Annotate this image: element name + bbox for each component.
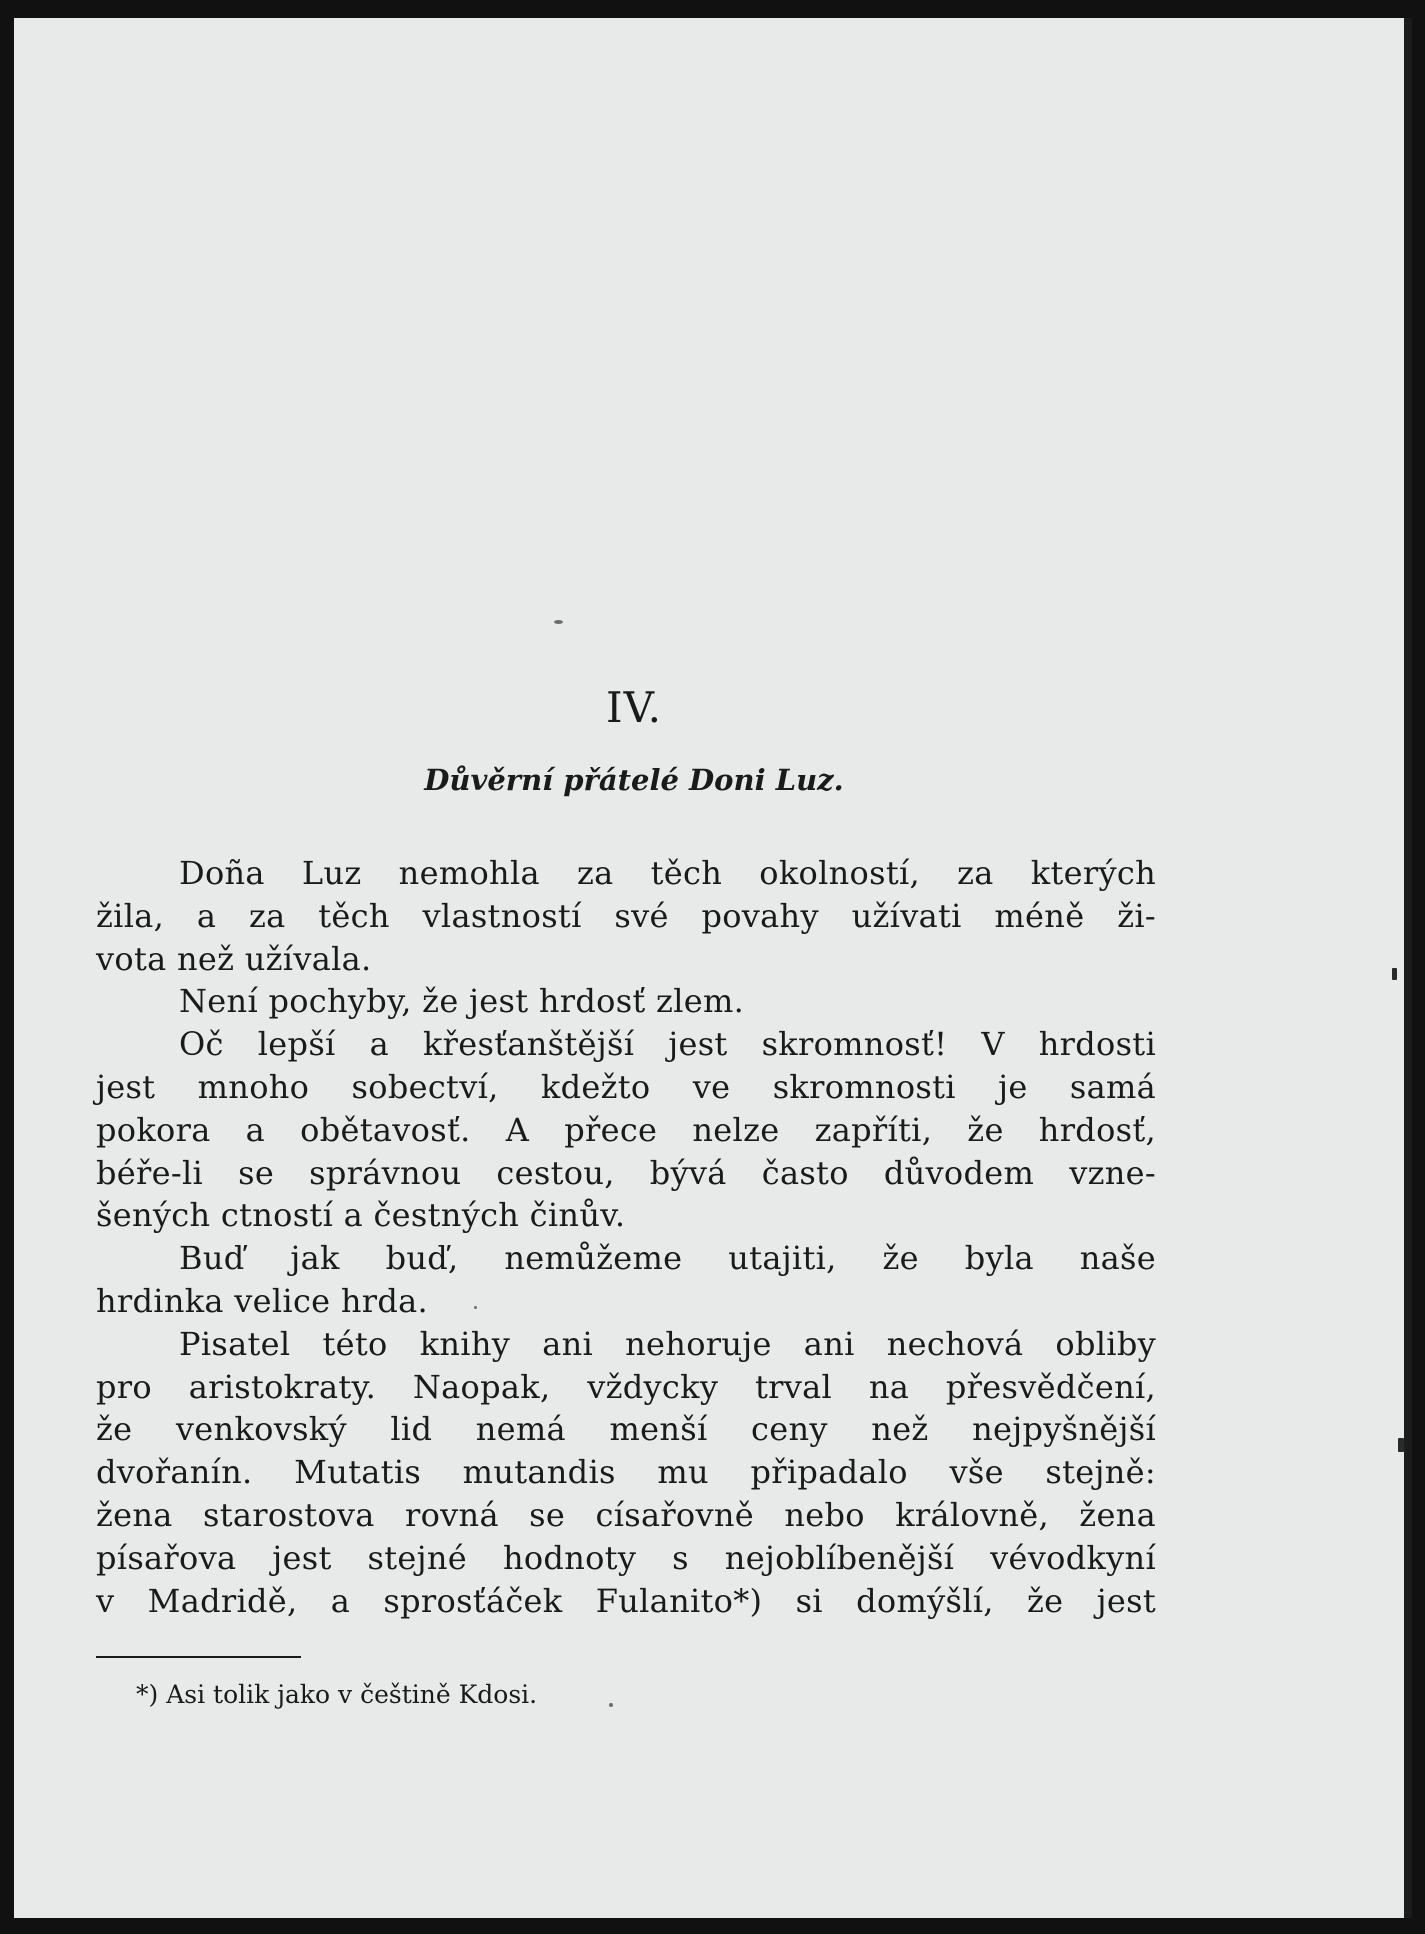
text-line: písařova jest stejné hodnoty s nejoblíbenější vévodkyní bbox=[96, 1538, 1156, 1577]
text-line: Není pochyby, že jest hrdosť zlem. bbox=[179, 982, 745, 1021]
paragraph bbox=[96, 1237, 1156, 1323]
scan-speck bbox=[609, 1703, 613, 1707]
text-line: Oč lepší a křesťanštější jest skromnosť! V hrdosti bbox=[179, 1025, 1156, 1064]
paragraph bbox=[96, 980, 1156, 1023]
text-line: pro aristokraty. Naopak, vždycky trval na přesvědčení, bbox=[96, 1367, 1156, 1406]
text-line: hrdinka velice hrda. bbox=[96, 1281, 429, 1320]
text-line: vota než užívala. bbox=[96, 939, 372, 978]
scan-speck bbox=[474, 1306, 477, 1309]
text-line: žila, a za těch vlastností své povahy užívati méně ži- bbox=[96, 896, 1156, 935]
text-line: šených ctností a čestných činův. bbox=[96, 1196, 626, 1235]
paragraph bbox=[96, 1023, 1156, 1237]
text-line: Doña Luz nemohla za těch okolností, za kterých bbox=[179, 854, 1156, 892]
text-line: žena starostova rovná se císařovně nebo královně, žena bbox=[96, 1495, 1156, 1534]
body-text bbox=[96, 852, 1156, 1622]
text-line: béře-li se správnou cestou, bývá často důvodem vzne- bbox=[96, 1153, 1156, 1192]
text-line: v Madridě, a sprosťáček Fulanito*) si domýšlí, že jest bbox=[96, 1581, 1156, 1620]
text-line: jest mnoho sobectví, kdežto ve skromnosti je samá bbox=[96, 1067, 1156, 1106]
book-page bbox=[14, 18, 1412, 1918]
chapter-title: Důvěrní přátelé Doni Luz. bbox=[424, 763, 844, 797]
paragraph bbox=[96, 852, 1156, 980]
scan-speck bbox=[1392, 968, 1397, 980]
scan-speck bbox=[554, 620, 563, 624]
chapter-number: IV. bbox=[606, 683, 662, 732]
text-line: dvořanín. Mutatis mutandis mu připadalo vše stejně: bbox=[96, 1453, 1156, 1492]
text-line: Buď jak buď, nemůžeme utajiti, že byla naše bbox=[179, 1239, 1156, 1278]
text-line: pokora a obětavosť. A přece nelze zapříti, že hrdosť, bbox=[96, 1110, 1156, 1149]
text-line: Pisatel této knihy ani nehoruje ani nechová obliby bbox=[179, 1324, 1156, 1363]
paragraph bbox=[96, 1323, 1156, 1623]
footnote: *) Asi tolik jako v češtině Kdosi. bbox=[136, 1680, 538, 1709]
footnote-divider bbox=[96, 1656, 301, 1658]
scan-speck bbox=[1398, 1438, 1404, 1452]
text-line: že venkovský lid nemá menší ceny než nejpyšnější bbox=[96, 1410, 1156, 1449]
